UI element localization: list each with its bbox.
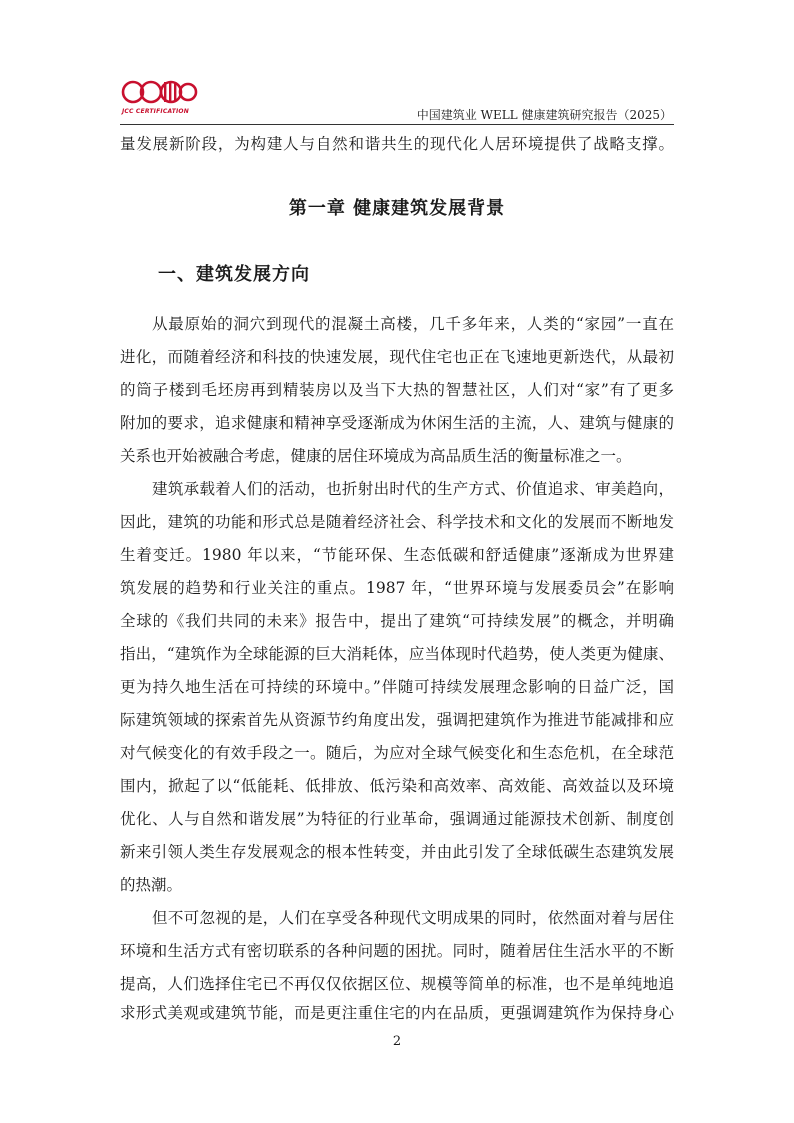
paragraph-line: 的筒子楼到毛坯房再到精装房以及当下大热的智慧社区，人们对“家”有了更多 (120, 381, 674, 399)
logo-text: JCC CERTIFICATION (122, 108, 189, 115)
paragraph-line: 围内，掀起了以“低能耗、低排放、低污染和高效率、高效能、高效益以及环境 (120, 777, 674, 795)
header-divider (120, 124, 674, 125)
paragraph-line: 际建筑领域的探索首先从资源节约角度出发，强调把建筑作为推进节能减排和应 (120, 711, 674, 729)
paragraph-line: 附加的要求，追求健康和精神享受逐渐成为休闲生活的主流，人、建筑与健康的 (120, 414, 674, 432)
paragraph-line: 生着变迁。1980 年以来，“节能环保、生态低碳和舒适健康”逐渐成为世界建 (120, 546, 674, 564)
paragraph-line: 提高，人们选择住宅已不再仅仅依据区位、规模等简单的标准，也不是单纯地追 (120, 975, 674, 993)
paragraph-line: 从最原始的洞穴到现代的混凝土高楼，几千多年来，人类的“家园”一直在 (152, 315, 674, 333)
paragraph-line: 更为持久地生活在可持续的环境中。”伴随可持续发展理念影响的日益广泛，国 (120, 678, 674, 696)
paragraph-line: 因此，建筑的功能和形式总是随着经济社会、科学技术和文化的发展而不断地发 (120, 513, 674, 531)
report-title: 中国建筑业 WELL 健康建筑研究报告（2025） (416, 108, 672, 122)
paragraph-line: 关系也开始被融合考虑，健康的居住环境成为高品质生活的衡量标准之一。 (120, 447, 632, 465)
paragraph-line: 进化，而随着经济和科技的快速发展，现代住宅也正在飞速地更新迭代，从最初 (120, 348, 674, 366)
paragraph-line: 环境和生活方式有密切联系的各种问题的困扰。同时，随着居住生活水平的不断 (120, 942, 674, 960)
paragraph-line: 求形式美观或建筑节能，而是更注重住宅的内在品质，更强调建筑作为保持身心 (120, 1004, 674, 1022)
section-title: 一、建筑发展方向 (158, 264, 310, 285)
paragraph-line: 对气候变化的有效手段之一。随后，为应对全球气候变化和生态危机，在全球范 (120, 744, 674, 762)
chapter-title: 第一章 健康建筑发展背景 (288, 198, 506, 219)
paragraph-line: 建筑承载着人们的活动，也折射出时代的生产方式、价值追求、审美趋向， (152, 480, 674, 498)
paragraph-line: 优化、人与自然和谐发展”为特征的行业革命，强调通过能源技术创新、制度创 (120, 810, 674, 828)
intro-line: 量发展新阶段，为构建人与自然和谐共生的现代化人居环境提供了战略支撑。 (120, 135, 674, 153)
paragraph-line: 的热潮。 (120, 876, 183, 894)
paragraph-line: 但不可忽视的是，人们在享受各种现代文明成果的同时，依然面对着与居住 (152, 909, 674, 927)
paragraph-line: 指出，“建筑作为全球能源的巨大消耗体，应当体现时代趋势，使人类更为健康、 (120, 645, 674, 663)
paragraph-line: 筑发展的趋势和行业关注的重点。1987 年，“世界环境与发展委员会”在影响 (120, 579, 674, 597)
paragraph-line: 全球的《我们共同的未来》报告中，提出了建筑“可持续发展”的概念，并明确 (120, 612, 674, 630)
paragraph-line: 新来引领人类生存发展观念的根本性转变，并由此引发了全球低碳生态建筑发展 (120, 843, 674, 861)
page-number: 2 (392, 1034, 402, 1049)
